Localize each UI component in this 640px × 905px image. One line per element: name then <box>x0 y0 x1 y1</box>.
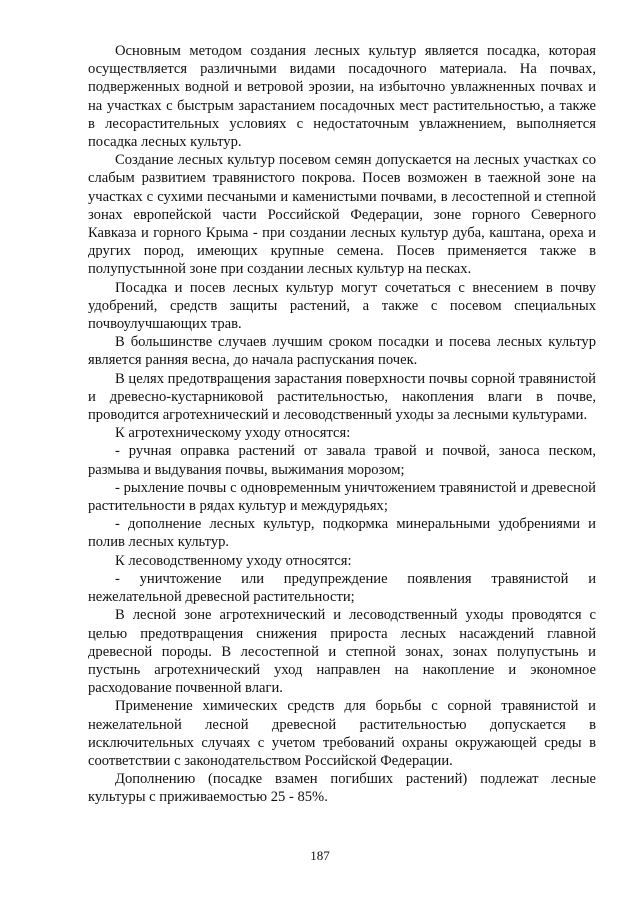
list-item-supplementing: - дополнение лесных культур, подкормка минеральными удобрениями и полив лесных культур. <box>88 516 596 551</box>
list-item-manual-straightening: - ручная оправка растений от завала травой и почвой, заноса песком, размыва и выдувания почвы, выжимания морозом; <box>88 443 596 478</box>
page-body <box>88 42 596 807</box>
paragraph-care-purpose: В целях предотвращения зарастания поверхности почвы сорной травянистой и древесно-кустарниковой растительностью, накопления влаги в почве, проводится агротехнический и лесоводственный уходы за лесными культурами. <box>88 370 596 424</box>
paragraph-fertilizers: Посадка и посев лесных культур могут сочетаться с внесением в почву удобрений, средств защиты растений, а также с посевом специальных почвоулучшающих трав. <box>88 279 596 333</box>
page-number: 187 <box>310 848 330 863</box>
list-item-loosening: - рыхление почвы с одновременным уничтожением травянистой и древесной растительности в рядах культур и междурядьях; <box>88 479 596 515</box>
paragraph-best-season: В большинстве случаев лучшим сроком посадки и посева лесных культур является ранняя весна, до начала распускания почек. <box>88 334 596 369</box>
paragraph-agro-care-heading: К агротехническому уходу относятся: <box>115 425 351 442</box>
paragraph-planting-method: Основным методом создания лесных культур является посадка, которая осуществляется различными видами посадочного материала. На почвах, подверженных водной и ветровой эрозии, на избыточно увлажненных почвах и на участках с быстрым зарастанием посадочных мест растительностью, а также в лесорастительных условиях с недостаточным увлажнением, выполняется посадка лесных культур. <box>88 43 596 151</box>
paragraph-seeding: Создание лесных культур посевом семян допускается на лесных участках со слабым развитием травянистого покрова. Посев возможен в таежной зоне на участках с сухими песчаными и каменистыми почвами, в лесостепной и степной зонах европейской части Российской Федерации, зоне горного Северного Кавказа и горного Крыма - при создании лесных культур дуба, каштана, ореха и других пород, имеющих крупные семена. Посев применяется также в полупустынной зоне при создании лесных культур на песках. <box>88 152 596 278</box>
paragraph-supplementation: Дополнению (посадке взамен погибших растений) подлежат лесные культуры с приживаемостью 25 - 85%. <box>88 771 596 806</box>
paragraph-chemicals: Применение химических средств для борьбы с сорной травянистой и нежелательной лесной древесной растительностью допускается в исключительных случаях с учетом требований охраны окружающей среды в соответствии с законодательством Российской Федерации. <box>88 698 596 769</box>
paragraph-forest-zone-care: В лесной зоне агротехнический и лесоводственный уходы проводятся с целью предотвращения снижения прироста лесных насаждений главной древесной породы. В лесостепной и степной зонах, зонах полупустынь и пустынь агротехнический уход направлен на накопление и экономное расходование почвенной влаги. <box>88 607 596 697</box>
paragraph-silvi-care-heading: К лесоводственному уходу относятся: <box>115 552 352 569</box>
list-item-weed-destruction: - уничтожение или предупреждение появления травянистой и нежелательной древесной растительности; <box>88 570 596 606</box>
